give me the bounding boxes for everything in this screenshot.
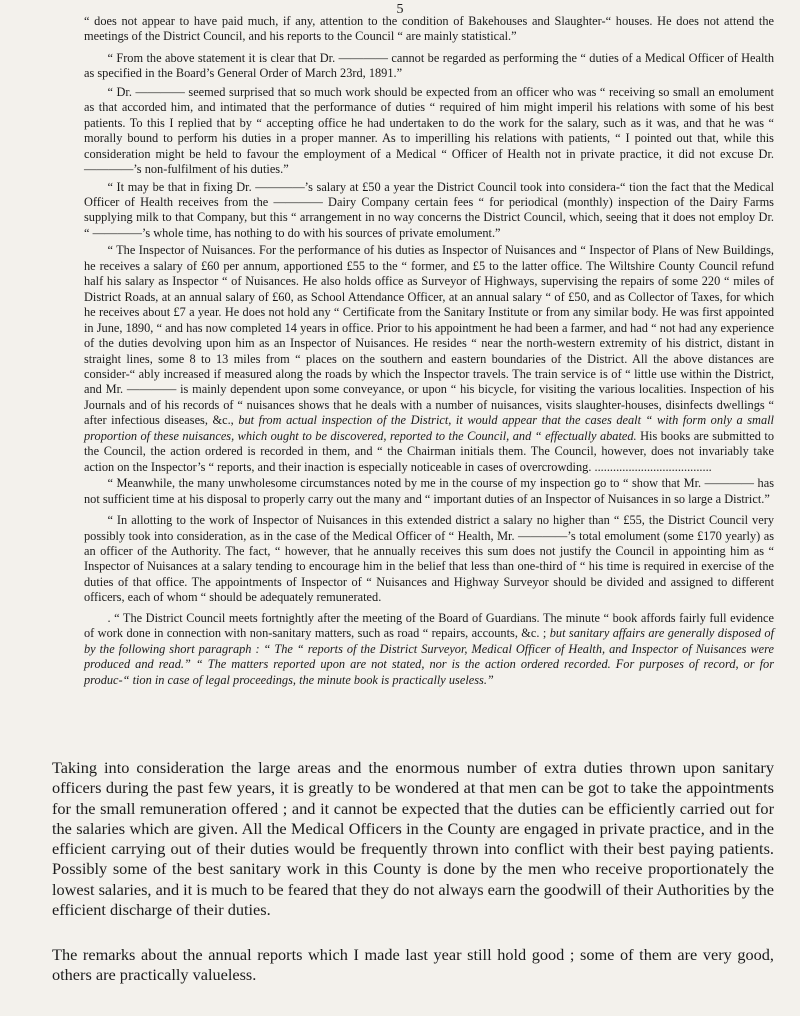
quote-paragraph-allotting: “ In allotting to the work of Inspector of Nuisances in this extended district a salary no higher than “ £55, the District Council very possibly took into consideration, as in the case of the Medical Officer of “ Health, Mr. ————’s total emolument (some £170 yearly) as an officer of the Authority. The fact, “ however, that he annually receives this sum does not justify the Council in appointing him as “ Inspector of Nuisances at a salary tending to encourage him in the belief that less than one-third of “ his time is required in exercise of the duties of that office. The appointments of Inspector of “ Nuisances and Highway Surveyor should be divided and assigned to different officers, each of whom “ should be adequately remunerated. [84,513,774,605]
quote-paragraph-salary: “ It may be that in fixing Dr. ————’s salary at £50 a year the District Council took into considera-“ tion the fact that the Medical Officer of Health receives from the ———— Dairy Company certain fees “ for periodical (monthly) inspection of the Dairy Farms supplying milk to that Company, but this “ arrangement in no way concerns the District Council, which, seeing that it does not employ Dr. “ ————’s whole time, has nothing to do with his sources of private emolument.” [84,179,774,240]
quote-paragraph-bakehouses: “ does not appear to have paid much, if any, attention to the condition of Bakehouses and Slaughter-“ houses. He does not attend the meetings of the District Council, and his reports to the Council “ are mainly statistical.” [84,14,774,44]
council-text: . “ The District Council meets fortnightly after the meeting of the Board of Guardians. The minute “ book affords fairly full evidence of work done in connection with non-sanitary matters, such as road “ repairs, accounts, &c. ; [84,610,774,641]
quote-paragraph-emolument: “ Dr. ———— seemed surprised that so much work should be expected from an officer who was “ receiving so small an emolument as that accorded him, and intimated that the performance of duties “ required of him might imperil his relations with some of his best patients. To this I replied that by “ accepting office he had undertaken to do the work for the salary, such as it was, and that he was “ morally bound to perform his duties in a proper manner. As to imperilling his relations with patients, “ I pointed out that, while this consideration might be held to favour the employment of a Medical “ Officer of Health not in private practice, it did not excuse Dr. ————’s non-fulfilment of his duties.” [84,84,774,177]
inspector-text-tail: His books are submitted to the Council, the action ordered is recorded in them, and “ the Chairman initials them. The Council, however, does not invariably take action on the Inspector’s “ reports, and their inaction is especially noticeable in cases of overcrowding. ...................................... [84,428,774,474]
quoted-report [84,14,774,688]
council-italic-text: but sanitary affairs are generally disposed of by the following short paragraph : “ The “ reports of the District Surveyor, Medical Officer of Health, and Inspector of Nuisances were produced and read.” “ The matters reported upon are not stated, nor is the action ordered recorded. For purposes of record, or for produc-“ tion in case of legal proceedings, the minute book is practically useless.” [84,626,774,687]
body-paragraph-annual-reports: The remarks about the annual reports which I made last year still hold good ; some of them are very good, others are practically valueless. [52,945,774,985]
quote-paragraph-meanwhile: “ Meanwhile, the many unwholesome circumstances noted by me in the course of my inspection go to “ show that Mr. ———— has not sufficient time at his disposal to properly carry out the many and “ important duties of an Inspector of Nuisances in so large a District.” [84,476,774,506]
inspector-italic-text: but from actual inspection of the District, it would appear that the cases dealt “ with form only a small proportion of these nuisances, which ought to be discovered, reported to the Council, and “ effectually abated. [84,413,774,443]
quote-paragraph-inspector-of-nuisances [84,243,774,475]
quote-paragraph-district-council [84,611,774,688]
quote-paragraph-duties: “ From the above statement it is clear that Dr. ———— cannot be regarded as performing the “ duties of a Medical Officer of Health as specified in the Board’s General Order of March 23rd, 1891.” [84,50,774,81]
page-number: 5 [396,2,404,17]
inspector-text: “ The Inspector of Nuisances. For the performance of his duties as Inspector of Nuisances and “ Inspector of Plans of New Buildings, he receives a salary of £60 per annum, apportioned £55 to the “ former, and £5 to the latter office. The Wiltshire County Council refund half his salary as Inspector “ of Nuisances. He also holds office as Surveyor of Highways, supervising the repairs of some 220 “ miles of District Roads, at an annual salary of £60, as School Attendance Officer, at an annual salary “ of £50, and as Collector of Taxes, for which he receives about £7 a year. He does not hold any “ Certificate from the Sanitary Institute or from any similar body. He was first appointed in June, 1890, “ and has now completed 14 years in office. Prior to his appointment he had been a farmer, and had “ not had any experience of the duties devolving upon him as an Inspector of Nuisances. He resides “ near the north-western extremity of his district, distant in straight lines, some 8 to 13 miles from “ places on the southern and eastern boundaries of the District. All the above distances are consider-“ ably increased if measured along the roads by which the Inspector travels. The train service is of “ little use within the District, and Mr. ———— is mainly dependent upon some conveyance, or upon “ his bicycle, for visiting the various localities. Inspection of his Journals and of his records of “ nuisances shows that he deals with a number of nuisances, visits slaughter-houses, disinfects dwellings “ after infectious diseases, &c., [84,243,774,428]
body-paragraph-considerations: Taking into consideration the large areas and the enormous number of extra duties thrown upon sanitary officers during the past few years, it is greatly to be wondered at that men can be got to take the appointments for the small remuneration offered ; and it cannot be expected that the duties can be efficiently carried out for the salaries which are given. All the Medical Officers in the County are engaged in private practice, and in the efficient carrying out of their duties would be frequently thrown into conflict with their best paying patients. Possibly some of the best sanitary work in this County is done by the men who receive proportionately the lowest salaries, and it is much to be feared that they do not always earn the goodwill of their Authorities by the efficient discharge of their duties. [52,758,774,920]
